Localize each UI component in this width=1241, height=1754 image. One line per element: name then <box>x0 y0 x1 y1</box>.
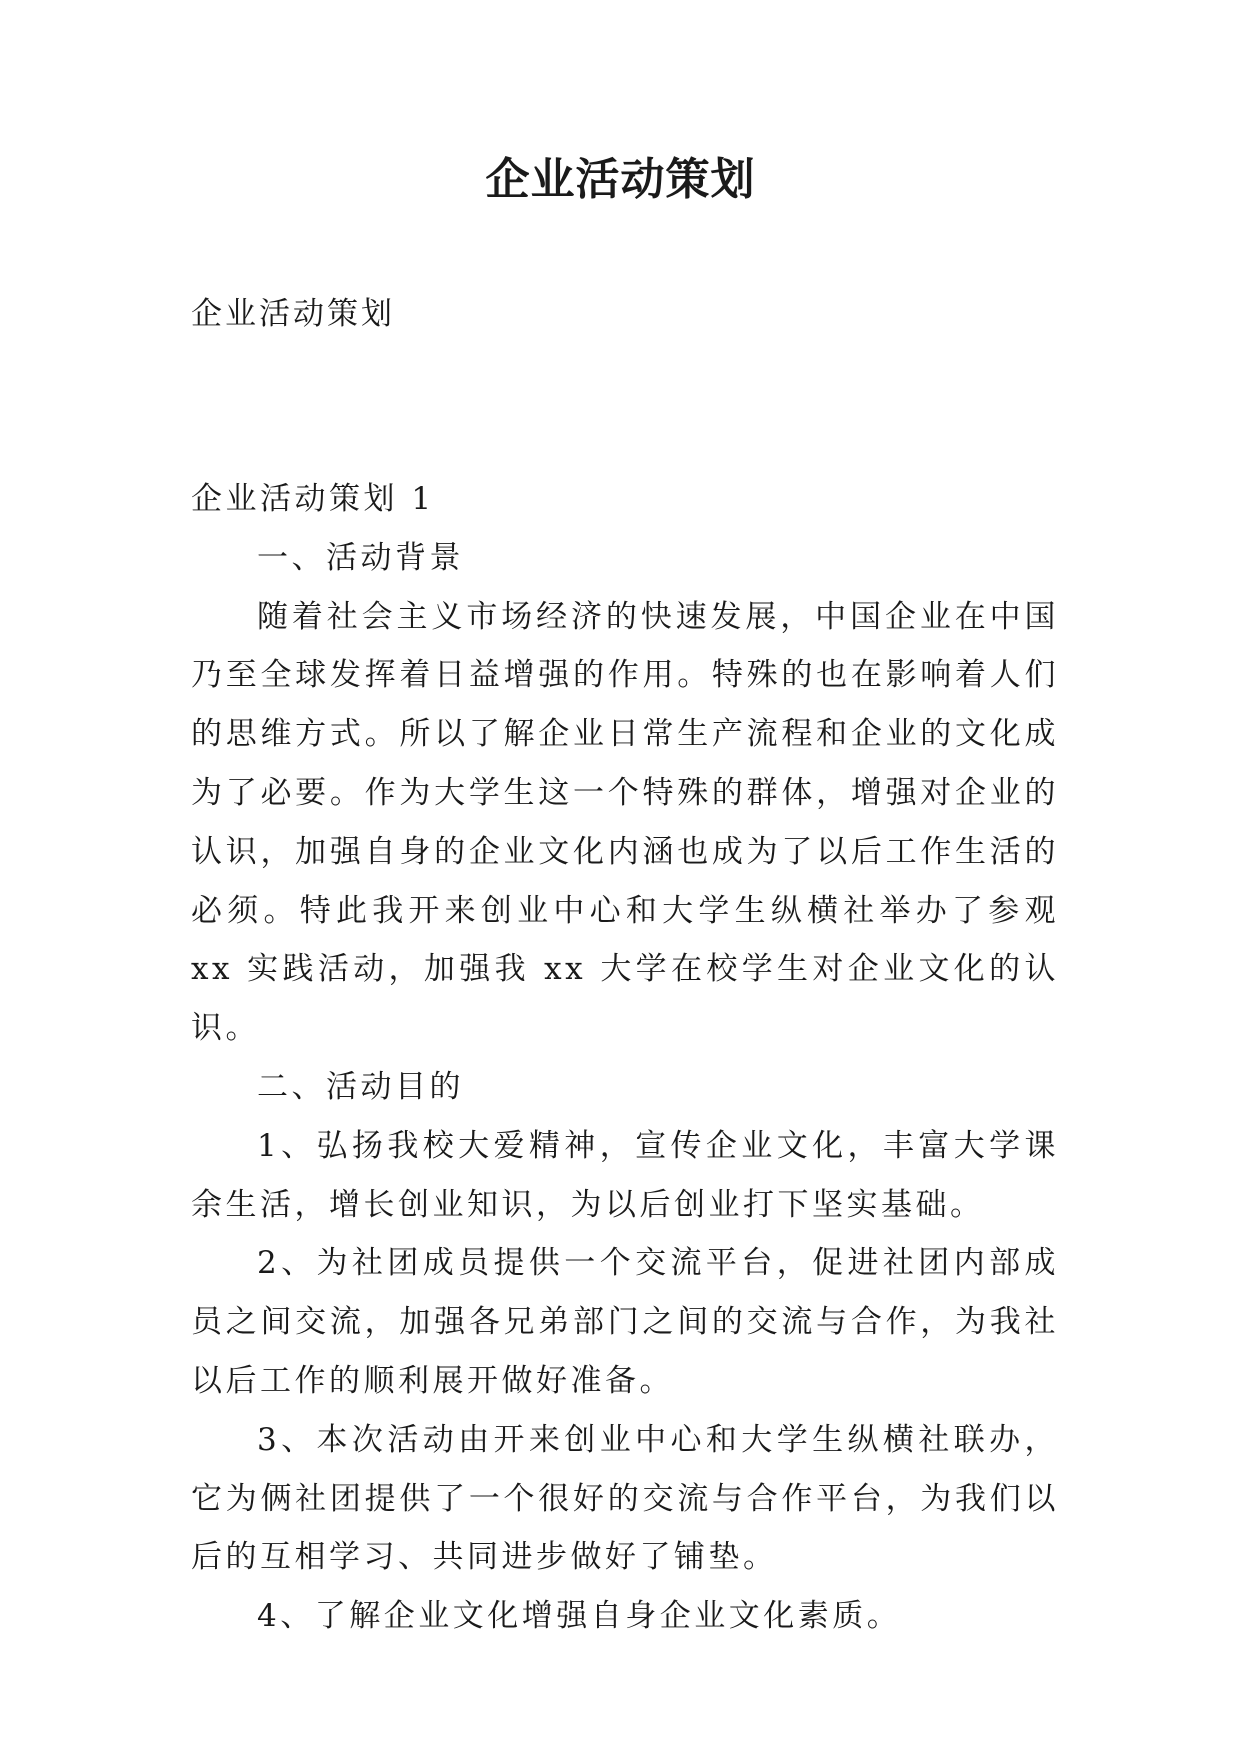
document-body <box>191 470 1059 1646</box>
purpose-item: 4、了解企业文化增强自身企业文化素质。 <box>257 1598 902 1635</box>
paragraph-background: 随着社会主义市场经济的快速发展，中国企业在中国乃至全球发挥着日益增强的作用。特殊的也在影响着人们的思维方式。所以了解企业日常生产流程和企业的文化成为了必要。作为大学生这一个特殊的群体，增强对企业的认识，加强自身的企业文化内涵也成为了以后工作生活的必须。特此我开来创业中心和大学生纵横社举办了参观 xx 实践活动，加强我 xx 大学在校学生对企业文化的认识。 <box>191 598 1059 1047</box>
document-title: 企业活动策划 <box>485 154 756 205</box>
heading-purpose: 二、活动目的 <box>257 1068 464 1105</box>
purpose-item: 1、弘扬我校大爱精神，宣传企业文化，丰富大学课余生活，增长创业知识，为以后创业打下坚实基础。 <box>191 1127 1059 1223</box>
document-subtitle: 企业活动策划 <box>191 296 395 332</box>
heading-background: 一、活动背景 <box>257 539 464 576</box>
purpose-item: 2、为社团成员提供一个交流平台，促进社团内部成员之间交流，加强各兄弟部门之间的交流与合作，为我社以后工作的顺利展开做好准备。 <box>191 1245 1059 1399</box>
purpose-item: 3、本次活动由开来创业中心和大学生纵横社联办，它为俩社团提供了一个很好的交流与合作平台，为我们以后的互相学习、共同进步做好了铺垫。 <box>191 1421 1059 1576</box>
section-heading: 企业活动策划 1 <box>191 481 435 517</box>
